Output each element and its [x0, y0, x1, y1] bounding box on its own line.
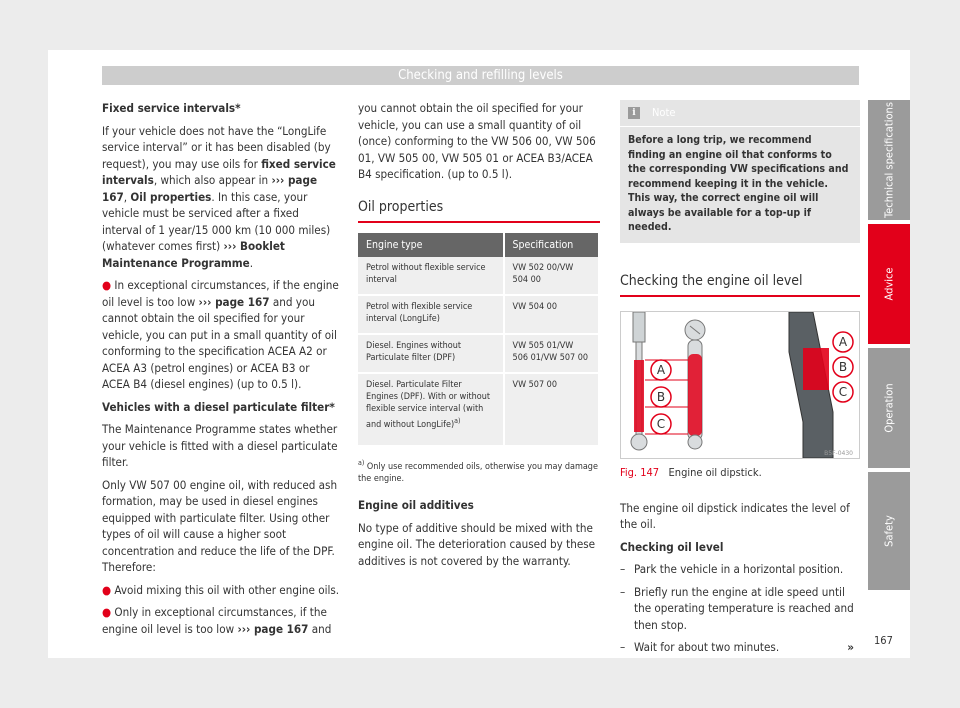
bullet-item: ● In exceptional circumstances, if the engine oil level is too low ››› page 167 and you cannot obtain the oil specified for your vehicle, you can put in a small quantity of oil conforming to the specification ACEA A2 or ACEA A3 (petrol engines) or ACEA B3 or ACEA B4 (diesel engines) (up to 0.5 l). [102, 278, 339, 391]
info-icon: i [628, 107, 640, 119]
label-a-right: A [838, 335, 848, 349]
bullet-icon: ● [102, 605, 112, 619]
step-item: – Park the vehicle in a horizontal position. [620, 561, 860, 578]
paragraph-continued: you cannot obtain the oil specified for your vehicle, you can use a small quantity of oil (once) conforming to the VW 506 00, VW 506 01, VW 505 00, VW 505 01 or ACEA B3/ACEA B4 specification. (up to 0.5 l). [358, 101, 596, 181]
heading-additives: Engine oil additives [358, 498, 474, 512]
paragraph-dipstick: The engine oil dipstick indicates the level of the oil. [620, 500, 850, 531]
link-page-167[interactable]: page 167 [102, 173, 318, 204]
link-page-167[interactable]: page 167 [215, 294, 270, 309]
heading-fixed-intervals: Fixed service intervals* [102, 101, 241, 115]
paragraph-dpf: The Maintenance Programme states whether your vehicle is fitted with a diesel particulate filter. [102, 422, 338, 469]
tab-operation[interactable]: Operation [868, 348, 910, 468]
bullet-icon: ● [102, 278, 112, 292]
level-labels-left [645, 360, 688, 434]
tab-technical-specifications[interactable]: Technical specifications [868, 100, 910, 220]
bullet-item: ● Avoid mixing this oil with other engine oils. [102, 582, 340, 597]
figure-caption: Fig. 147 Engine oil dipstick. [620, 466, 762, 479]
label-a: A [656, 363, 666, 377]
link-booklet[interactable]: Booklet Maintenance Programme [102, 239, 285, 270]
column-3 [620, 100, 860, 662]
column-2 [358, 100, 600, 575]
bullet-icon: ● [102, 582, 112, 597]
step-item: – Briefly run the engine at idle speed until the operating temperature is reached and then stop. [620, 584, 860, 634]
continue-icon: » [847, 640, 854, 654]
dipstick-figure [620, 311, 860, 459]
dipstick-illustration [621, 312, 859, 458]
figure-code: B5F-0430 [824, 450, 853, 457]
table-header: Specification [504, 233, 599, 257]
heading-checking-level: Checking oil level [620, 539, 724, 554]
paragraph-additives: No type of additive should be mixed with the engine oil. The deterioration caused by these additives is not covered by the warranty. [358, 520, 596, 568]
note-title: Note [652, 105, 676, 119]
label-c-right: C [838, 385, 848, 399]
note-box [620, 100, 860, 243]
table-row: Diesel. Particulate Filter Engines (DPF). With or without flexible service interval (with and without LongLife)$^{a)}$ VW 507 00 [358, 373, 599, 446]
section-title-oil-properties: Oil properties [358, 199, 600, 224]
label-c: C [656, 417, 666, 431]
heading-dpf: Vehicles with a diesel particulate filter* [102, 399, 335, 414]
tab-advice[interactable]: Advice [868, 224, 910, 344]
step-item: – Wait for about two minutes. » [620, 639, 860, 656]
section-title-checking-oil: Checking the engine oil level [620, 273, 860, 298]
oil-spec-table [358, 233, 600, 447]
page-header: Checking and refilling levels [102, 66, 859, 85]
table-row: Petrol with flexible service interval (LongLife) VW 504 00 [358, 295, 599, 334]
label-b: B [656, 390, 666, 404]
link-page-167[interactable]: page 167 [253, 621, 309, 636]
bullet-item: ● Only in exceptional circumstances, if the engine oil level is too low ››› page 167 and [102, 605, 332, 636]
paragraph-fixed-intervals: If your vehicle does not have the “LongLife service interval” or it has been disabled (by request), you may use oils for fixed service intervals, which also appear in ››› page 167, Oil properties. In this case, your vehicle must be serviced after a fixed interval of 1 year/15 000 km (10 000 miles)(whatever comes first) ››› Booklet Maintenance Programme. [102, 123, 336, 270]
label-b-right: B [838, 360, 848, 374]
table-row: Diesel. Engines without Particulate filter (DPF) VW 505 01/VW 506 01/VW 507 00 [358, 334, 599, 373]
footnote: $^{a)}$ Only use recommended oils, otherwise you may damage the engine. [358, 459, 598, 484]
table-header: Engine type [358, 233, 504, 257]
table-row: Petrol without flexible service interval VW 502 00/VW 504 00 [358, 257, 599, 295]
note-body: Before a long trip, we recommend finding an engine oil that conforms to the corresponding VW specifications and recommend keeping it in the vehicle. This way, the correct engine oil will always be available for a top-up if needed. [628, 134, 849, 233]
column-1 [102, 100, 340, 643]
page-number: 167 [874, 634, 893, 647]
paragraph-vw507: Only VW 507 00 engine oil, with reduced ash formation, may be used in diesel engines equipped with particulate filter. Using other types of oil will cause a higher soot concentration and reduce the life of the DPF. Therefore: [102, 477, 338, 574]
note-header [620, 100, 860, 127]
tab-safety[interactable]: Safety [868, 472, 910, 590]
